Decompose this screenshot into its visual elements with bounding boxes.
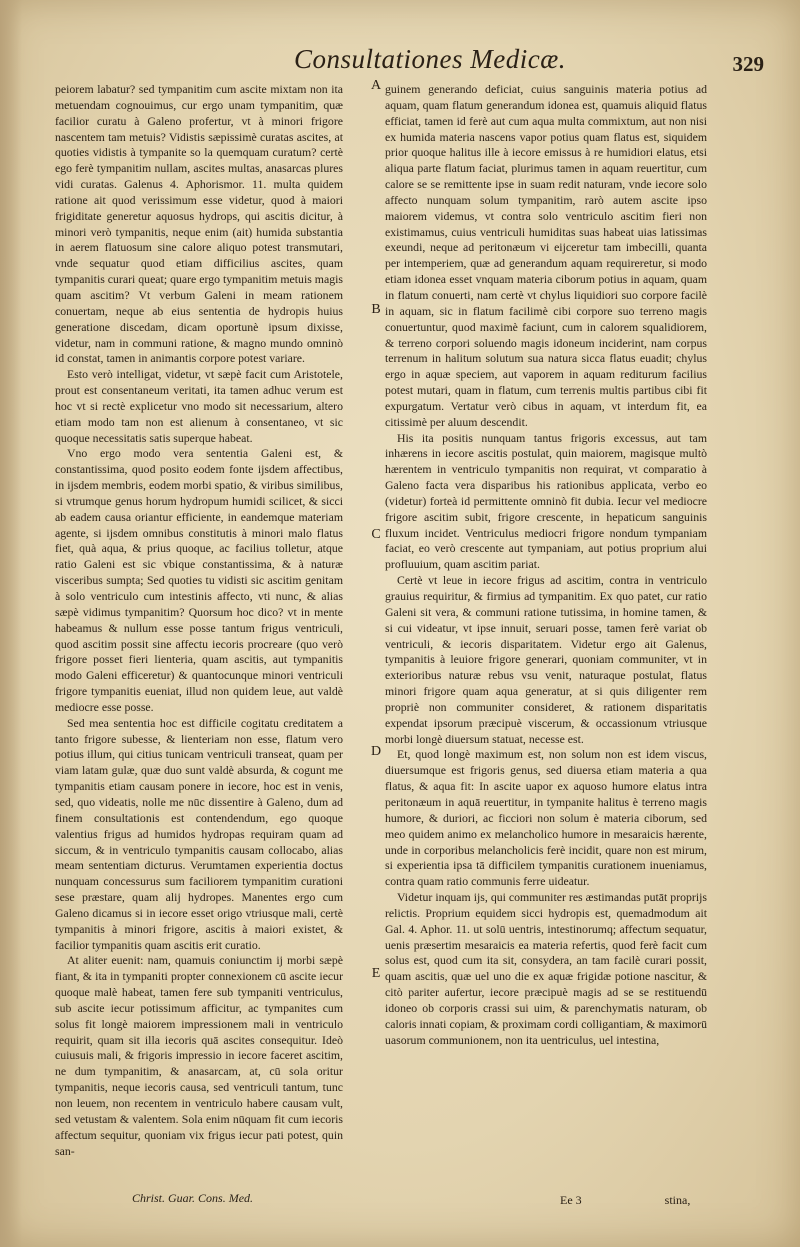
margin-letter-e: E (371, 966, 381, 981)
page-spine-shadow (0, 0, 22, 1247)
paragraph: Et, quod longè maximum est, non solum non est idem viscus, diuersumque est frigoris genus, sed diuersa etiam materia a qua flatus, & aqua fit: In ascite uapor ex aquoso humore elatus intra peritonæum in aquā reuertitur, in tympanite halitus è terreno magis humore, & duriori, ac ficciori non solum è materia ciborum, sed meo quidem animo ex melancholico humore in mesaraicis hærente, unde in corporibus melancholicis ferè incidit, quare non est mirum, si experientia ipsa tā difficilem tympanitis curationem inueniamus, contra quam ratio communis ferre uideatur. (385, 747, 707, 889)
left-column (55, 82, 343, 1182)
paragraph: Sed mea sententia hoc est difficile cogitatu creditatem a tanto frigore subesse, & lienteriam non esse, flatum vero potius illum, qui citius tunicam ventriculi transeat, quam per viam latam gulæ, quæ duo sunt valdè absurda, & cogunt me tympanitis etiam causam ponere in iecore, hoc est in venis, sed, quo videatis, nolle me nūc dissentire à Galeno, dum ad finem consultationis est contendendum, ego quoque valentius frigus ad humidos hydropas requiram quam ad siccum, & in ventriculo tympanitis causam collocabo, alias meam sententiam dicturus. Verumtamen experientia doctus nunquam concessurus sum faciliorem tympanitim curationi sese præstare, quam alij hydropes. Manentes ergo cum Galeno dicamus si in iecore esset origo vtriusque mali, certè tympanitis à minori frigore, ascitis à maiori existet, & facilior tympanitis quam ascitis erit curatio. (55, 715, 343, 952)
paragraph: His ita positis nunquam tantus frigoris excessus, aut tam inhærens in iecore ascitis postulat, quin maiorem, magisque multò hærentem in ventriculo tympanitis non requirat, vt comparatio à Galeno facta vera disparibus his rationibus applicata, verbo eo (videtur) forteà id permittente omninò fit dubia. Iecur vel mediocre frigore ascitim subit, frigore crescente, in hepaticum sanguinis fluxum incidet. Ventriculus mediocri frigore nondum tympaniam faciat, eo verò crescente aut tympaniam, aut potius proprium alui profluuium, quam ascitim pariat. (385, 430, 707, 572)
paragraph: Certè vt leue in iecore frigus ad ascitim, contra in ventriculo grauius requiritur, & firmius ad tympanitim. Ex quo patet, cur ratio Galeni sit vera, & communi ratione tutissima, in homine tamen, & si cui videatur, vt ipse innuit, seruari posse, tamen ferè variat ob ventriculi, & iecoris disparitatem. Videtur ergo ait Galenus, tympanitis à leuiore frigore generari, quoniam communiter, vt in exterioribus naturæ rebus vsu venit, naturaque postulat, flatus minori frigore quam aqua generatur, at si quis diligenter rem propriè non communiter consideret, & rationem disparitatis expendat ipsorum præcipuè viscerum, & occassionum vtriusque morbi longè diuersum statuat, necesse est. (385, 573, 707, 746)
footer-right (560, 1193, 710, 1208)
paragraph: Videtur inquam ijs, qui communiter res æstimandas putāt proprijs relictis. Proprium equidem sicci hydropis est, quemadmodum ait Gal. 4. Aphor. 11. ut solū uentris, intestinorumq; affectum sequatur, uenis præsertim mesaraicis ea materia refertis, quod ferè facit cum solus est, quod cum ita sit, consydera, an tam facilè curari possit, quam ascitis, quæ uel uno die ex aquæ frigidæ potione nascitur, & citò pariter aufertur, iecore præcipuè magis ad se se restituendū idoneo ob corporis crassi sui uim, & parenchymatis naturam, ob caloris innati copiam, & proximam cordi colligantiam, & maximorū uasorum communionem, non ita uentriculus, uel intestina, (385, 890, 707, 1047)
margin-letter-b: B (371, 302, 381, 317)
paragraph: Vno ergo modo vera sententia Galeni est, & constantissima, quod posito eodem fonte ijsdem affectibus, in ijsdem membris, eodem morbi spatio, & viribus similibus, si vtrumque genus horum hydropum humidi scilicet, & sicci ab eadem causa oriantur efficiente, in eandemque materiam agente, si ijsdem omnibus constitutis à minori malo flatus fiet, quà aqua, & prius quoque, ac facilius tolletur, atque ratio Galeni est sic vbique constantissima, & à naturæ visceribus sumpta; Sed quoties tu vidisti sic ascitim genitam à solo ventriculo cum intestinis affecto, vti nunc, & alias sæpè vidimus tympanitim? Quorsum hoc dico? vt in mente habeamus & nullum esse posse tantum frigus ventriculi, quod ascitim possit sine affectu iecoris procreare (quo verò frigore posset fieri lienteria, quam ascitis, aut tympanitis modo Galeni efficeretur) & quantocunque minori ventriculi frigore tympanitis eueniat, illud non quidem leue, aut valdè mediocre esse posse. (55, 446, 343, 714)
page-number: 329 (732, 52, 764, 76)
margin-letter-d: D (370, 744, 382, 759)
margin-letter-c: C (371, 527, 381, 542)
paragraph: guinem generando deficiat, cuius sanguinis materia potius ad aquam, quam flatum generandum idonea est, quamuis aliquid flatus efficiat, tamen id ferè aut cum aqua multa commixtum, aut non nisi ex humida materia nascens vapor potius quam flatus est, siquidem prior quoque halitus ille à iecore emissus à re humidiori elatus, etsi aliqua parte flatum faciat, plurimus tamen in aquam reuertitur, cum calore se se remittente ipse in suam redit naturam, vnde iecore solo affecto nunquam solum tympanitim, rarò autem ascite ipso maiorem videmus, vt contra solo ventriculo ascitim fieri non existimamus, cuius ventriculi humiditas suas habeat uias latissimas exeundi, neque ad peritonæum vi eijceretur tam imbecilli, quanta per intemperiem, quæ ad generandum aquam requireretur, si modo etiam idonea esset vnquam materia ciborum potius in aquam, quam in flatum conuerti, nam certè vt chylus liquidiori suo corpore facilè in aquam, sic in flatum facilimè cibi corpore suo terreno magis conuertuntur, quod maximè faciunt, cum in calorem squalidiorem, & terreno corpori soluendo magis idoneum inciderint, nam corpus terrenum in halitum solutum sua natura sicca flatus euadit; chylus ergo in aquæ speciem, aut vaporem in aquam rediturum facilius potest mutari, quam in flatum, cum terrenis multis partibus cibi fit expurgatum. Vertatur verò cibus in aquam, vt interdum fit, ea citissimè per aluum descendit. (385, 82, 707, 429)
running-head: Consultationes Medicæ. (294, 44, 566, 74)
margin-letter-a: A (370, 78, 382, 93)
gathering-mark: Ee 3 (560, 1193, 582, 1207)
paragraph: Esto verò intelligat, videtur, vt sæpè facit cum Aristotele, prout est consentaneum veritati, ita tamen adhuc verum est hoc vt si rectè explicetur vno modo sit necessarium, altero etiam modo tam non est alienum à consentaneo, vt sic quoque necessitatis satis superque habeat. (55, 367, 343, 445)
signature-line: Christ. Guar. Cons. Med. (132, 1191, 254, 1205)
right-column (385, 82, 707, 1182)
paragraph: peiorem labatur? sed tympanitim cum ascite mixtam non ita metuendam cognouimus, cur ergo unam tympanitim, quæ facilior curatu à Galeno profertur, vt à minori frigore nascentem tam metuis? Vidistis sæpissimè curatas ascites, at quoties vidistis à tympanite so la quemquam curatum? certè ego ferè tympanitim nullam, ascites multas, anasarcas plures vidi curatas. Galenus 4. Aphorismor. 11. multa quidem ratione ait quod verissimum esse videtur, quod à maiori frigiditate generetur aquosus hydrops, qui ascitis dicitur, à minori verò tympanitis, neque enim (ait) humida substantia in aerem flatuosum sine calore aliquo potest transmutari, vnde sequatur quod etiam difficilius ascites, quam tympanitis curari queat; quare ergo tympanitim metuis magis quam ascitim? Vt verbum Galeni in meam rationem conuertam, neque ab eius sententia de hydropis huius generatione discedam, dicam oportunè ipsum dixisse, videtur, nam in communi ratione, & magno mundo omninò id constat, tamen in animantis corpore potest variare. (55, 82, 343, 366)
paragraph: At aliter euenit: nam, quamuis coniunctim ij morbi sæpè fiant, & ita in tympaniti propter connexionem cū ascite iecur quoque malè habeat, tamen fere sub tympaniti ventriculus, sub ascite iecur potissimum afficitur, ac tympanites cum solus fit longè maiorem impressionem mali in ventriculo requirit, quam sit illa iecoris quā ascites consequitur. Ideò cuiusuis mali, & frigoris impressio in iecore faceret ascitim, ne dum tympanitim, & anasarcam, at, cū sola oritur tympanitis, neque iecoris causa, sed ventriculi tantum, tunc non leuem, non recentem in ventriculo habere causam vult, sed vetustam & valentem. Sola enim nūquam fit cum iecoris affectum sequitur, quoniam vix frigus iecur pati potest, quin san- (55, 953, 343, 1158)
catchword: stina, (664, 1193, 691, 1207)
